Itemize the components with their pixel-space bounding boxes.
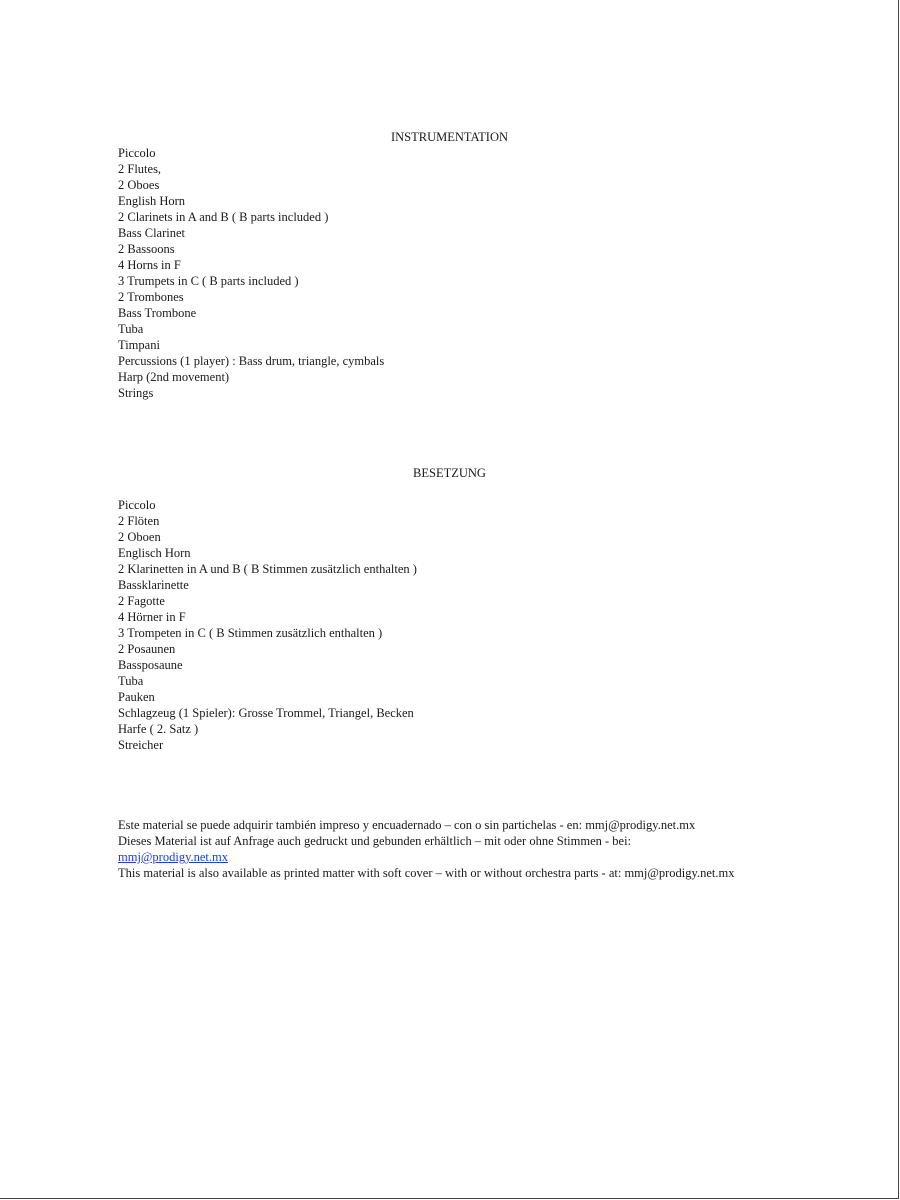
instrument-item: Bass Clarinet: [118, 226, 186, 240]
instrument-item: Bass Trombone: [118, 306, 197, 320]
besetzung-item: 3 Trompeten in C ( B Stimmen zusätzlich enthalten ): [118, 626, 383, 640]
besetzung-item: Bassposaune: [118, 658, 183, 672]
note-german-link-line: [118, 849, 781, 865]
besetzung-item: Schlagzeug (1 Spieler): Grosse Trommel, Triangel, Becken: [118, 706, 414, 720]
instrument-item: 2 Bassoons: [118, 242, 175, 256]
instrumentation-section: [118, 129, 781, 401]
instrument-item: Percussions (1 player) : Bass drum, triangle, cymbals: [118, 354, 385, 368]
availability-notes: [118, 817, 781, 881]
besetzung-item: 2 Klarinetten in A und B ( B Stimmen zusätzlich enthalten ): [118, 562, 417, 576]
besetzung-item: 2 Fagotte: [118, 594, 165, 608]
instrument-item: 2 Flutes,: [118, 162, 162, 176]
instrument-item: English Horn: [118, 194, 186, 208]
besetzung-item: Pauken: [118, 690, 155, 704]
besetzung-item: Tuba: [118, 674, 144, 688]
instrument-item: Piccolo: [118, 146, 156, 160]
besetzung-item: Englisch Horn: [118, 546, 191, 560]
instrument-item: Timpani: [118, 338, 160, 352]
besetzung-item: 2 Flöten: [118, 514, 160, 528]
besetzung-section: [118, 465, 781, 753]
note-english: This material is also available as printed matter with soft cover – with or without orchestra parts - at: mmj@prodigy.net.mx: [118, 866, 735, 880]
instrument-item: Strings: [118, 386, 154, 400]
instrument-item: 4 Horns in F: [118, 258, 181, 272]
besetzung-item: Bassklarinette: [118, 578, 189, 592]
besetzung-item: Piccolo: [118, 498, 156, 512]
instrument-item: 2 Oboes: [118, 178, 160, 192]
besetzung-item: 2 Oboen: [118, 530, 161, 544]
instrumentation-title: INSTRUMENTATION: [390, 130, 509, 144]
besetzung-title: BESETZUNG: [413, 466, 486, 480]
email-link[interactable]: mmj@prodigy.net.mx: [118, 850, 228, 864]
instrument-item: Harp (2nd movement): [118, 370, 230, 384]
instrumentation-list: [118, 145, 781, 401]
note-spanish: Este material se puede adquirir también impreso y encuadernado – con o sin partichelas - en: mmj@prodigy.net.mx: [118, 818, 696, 832]
besetzung-item: 4 Hörner in F: [118, 610, 186, 624]
instrument-item: 2 Clarinets in A and B ( B parts included ): [118, 210, 329, 224]
besetzung-item: Harfe ( 2. Satz ): [118, 722, 199, 736]
besetzung-list: [118, 497, 781, 753]
besetzung-item: Streicher: [118, 738, 164, 752]
instrument-item: Tuba: [118, 322, 144, 336]
besetzung-item: 2 Posaunen: [118, 642, 176, 656]
note-german: Dieses Material ist auf Anfrage auch gedruckt und gebunden erhältlich – mit oder ohne Stimmen - bei:: [118, 834, 632, 848]
instrument-item: 3 Trumpets in C ( B parts included ): [118, 274, 299, 288]
instrument-item: 2 Trombones: [118, 290, 184, 304]
